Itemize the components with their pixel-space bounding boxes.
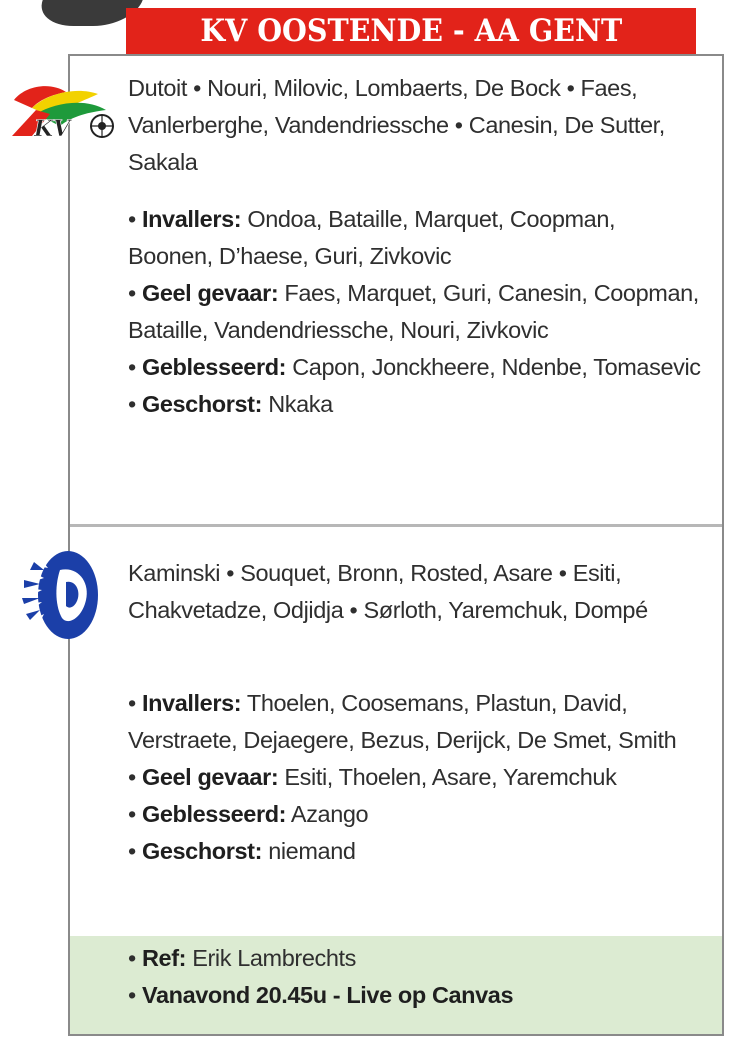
away-team-section [70, 524, 722, 936]
home-note-geschorst: • Geschorst: Nkaka [128, 391, 333, 417]
away-note-geblesseerd: • Geblesseerd: Azango [128, 801, 369, 827]
away-note-geschorst: • Geschorst: niemand [128, 838, 356, 864]
match-title: KV OOSTENDE - AA GENT [200, 13, 622, 49]
home-notes [128, 201, 704, 423]
match-info-box [68, 54, 724, 1036]
away-lineup: Kaminski • Souquet, Bronn, Rosted, Asare • Esiti, Chakvetadze, Odjidja • Sørloth, Yaremchuk, Dompé [128, 560, 648, 623]
match-header [126, 8, 696, 54]
referee-line: • Ref: Erik Lambrechts [128, 945, 356, 971]
svg-text:KV: KV [34, 116, 71, 140]
broadcast-line: • Vanavond 20.45u - Live op Canvas [128, 982, 514, 1008]
away-note-invallers: • Invallers: Thoelen, Coosemans, Plastun, David, Verstraete, Dejaegere, Bezus, Derijck, De Smet, Smith [128, 690, 677, 753]
home-note-geblesseerd: • Geblesseerd: Capon, Jonckheere, Ndenbe, Tomasevic [128, 354, 701, 380]
home-team-section [70, 56, 722, 524]
kaa-gent-logo [20, 548, 102, 642]
footer-notes [128, 940, 704, 1014]
kv-oostende-logo [6, 80, 116, 140]
away-note-geel-gevaar: • Geel gevaar: Esiti, Thoelen, Asare, Yaremchuk [128, 764, 617, 790]
match-footer [70, 936, 722, 1034]
home-note-invallers: • Invallers: Ondoa, Bataille, Marquet, Coopman, Boonen, D’haese, Guri, Zivkovic [128, 206, 616, 269]
home-lineup: Dutoit • Nouri, Milovic, Lombaerts, De Bock • Faes, Vanlerberghe, Vandendriessche • Canesin, De Sutter, Sakala [128, 75, 665, 175]
home-note-geel-gevaar: • Geel gevaar: Faes, Marquet, Guri, Canesin, Coopman, Bataille, Vandendriessche, Nouri, Zivkovic [128, 280, 699, 343]
away-notes [128, 685, 704, 870]
